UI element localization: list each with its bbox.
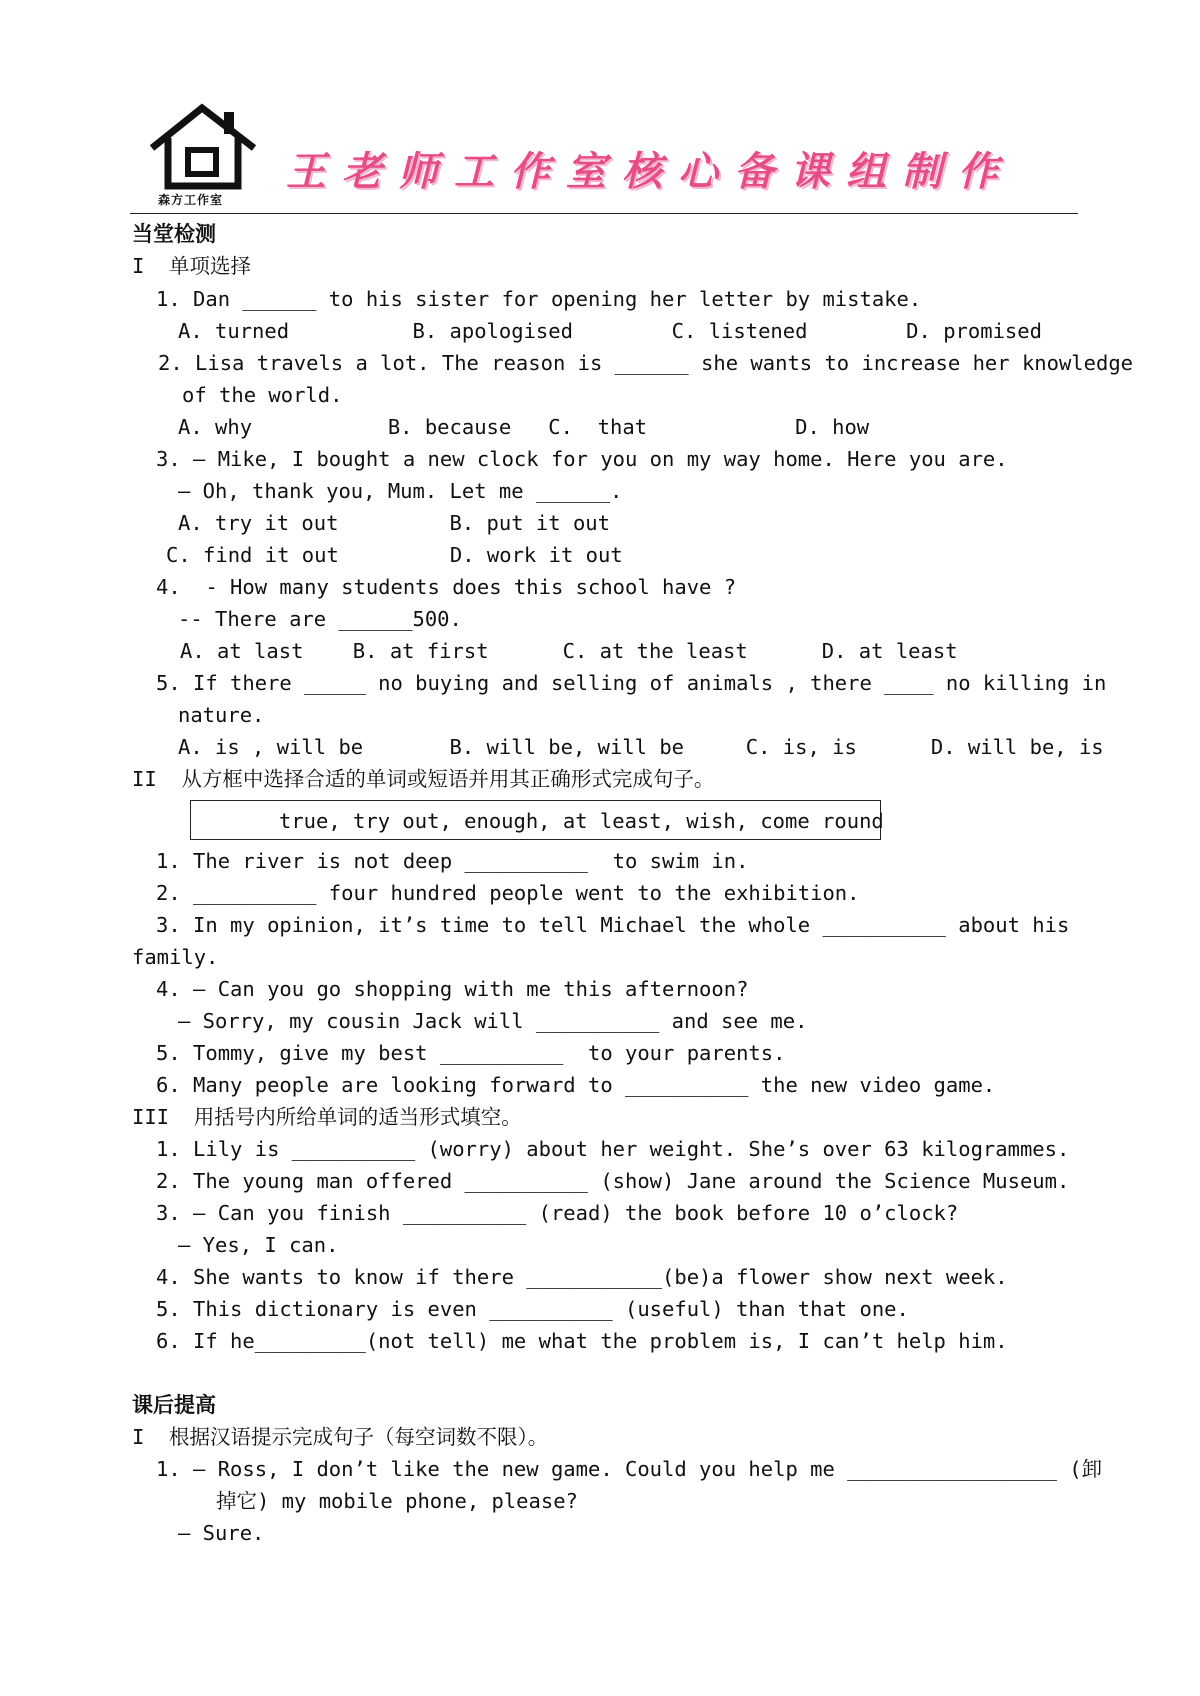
part3-title: III 用括号内所给单词的适当形式填空。 (132, 1105, 522, 1129)
question-1-options: A. turned B. apologised C. listened D. promised (178, 319, 1042, 343)
question-3-reply: — Oh, thank you, Mum. Let me ______. (178, 479, 623, 503)
logo-caption: 森方工作室 (158, 193, 224, 207)
question-3-options-row2: C. find it out D. work it out (166, 543, 623, 567)
part4-title: I 根据汉语提示完成句子（每空词数不限）。 (132, 1425, 549, 1449)
part2-question-4: 4. — Can you go shopping with me this afternoon? (156, 977, 749, 1001)
header-banner: 王老师工作室核心备课组制作 (286, 148, 1014, 195)
part4-question-1: 1. — Ross, I don’t like the new game. Could you help me _________________ (卸 (156, 1457, 1103, 1481)
question-1: 1. Dan ______ to his sister for opening her letter by mistake. (156, 287, 922, 311)
part3-question-1: 1. Lily is __________ (worry) about her weight. She’s over 63 kilogrammes. (156, 1137, 1070, 1161)
question-4: 4. - How many students does this school have ? (156, 575, 737, 599)
question-5-options: A. is , will be B. will be, will be C. is, is D. will be, is (178, 735, 1104, 759)
part3-question-3-reply: — Yes, I can. (178, 1233, 339, 1257)
part2-question-3-cont: family. (132, 945, 219, 969)
question-4-reply: -- There are ______500. (178, 607, 462, 631)
part4-question-1-cont: 掉它) my mobile phone, please? (216, 1489, 578, 1513)
after-class-title: 课后提高 (132, 1393, 216, 1417)
question-2: 2. Lisa travels a lot. The reason is ______ she wants to increase her knowledge (158, 351, 1134, 375)
in-class-title: 当堂检测 (132, 222, 216, 246)
part2-question-2: 2. __________ four hundred people went to the exhibition. (156, 881, 860, 905)
question-5-cont: nature. (178, 703, 265, 727)
part3-question-4: 4. She wants to know if there ___________(be)a flower show next week. (156, 1265, 1008, 1289)
part2-question-5: 5. Tommy, give my best __________ to your parents. (156, 1041, 786, 1065)
part3-question-2: 2. The young man offered __________ (show) Jane around the Science Museum. (156, 1169, 1070, 1193)
question-3: 3. — Mike, I bought a new clock for you on my way home. Here you are. (156, 447, 1008, 471)
question-5: 5. If there _____ no buying and selling of animals , there ____ no killing in (156, 671, 1107, 695)
part1-title: I 单项选择 (132, 254, 252, 278)
question-2-options: A. why B. because C. that D. how (178, 415, 870, 439)
part3-question-6: 6. If he_________(not tell) me what the problem is, I can’t help him. (156, 1329, 1008, 1353)
word-box-text: true, try out, enough, at least, wish, come round (279, 809, 884, 833)
part3-question-5: 5. This dictionary is even __________ (useful) than that one. (156, 1297, 909, 1321)
part2-title: II 从方框中选择合适的单词或短语并用其正确形式完成句子。 (132, 767, 715, 791)
part2-question-3: 3. In my opinion, it’s time to tell Michael the whole __________ about his (156, 913, 1070, 937)
part2-question-1: 1. The river is not deep __________ to swim in. (156, 849, 749, 873)
header-divider (130, 213, 1078, 214)
part2-question-4-reply: — Sorry, my cousin Jack will __________ and see me. (178, 1009, 808, 1033)
question-4-options: A. at last B. at first C. at the least D. at least (180, 639, 958, 663)
part4-question-1-reply: — Sure. (178, 1521, 265, 1545)
part3-question-3: 3. — Can you finish __________ (read) the book before 10 o’clock? (156, 1201, 959, 1225)
word-box (190, 800, 884, 840)
question-3-options-row1: A. try it out B. put it out (178, 511, 610, 535)
question-2-cont: of the world. (182, 383, 343, 407)
part2-question-6: 6. Many people are looking forward to __________ the new video game. (156, 1073, 996, 1097)
